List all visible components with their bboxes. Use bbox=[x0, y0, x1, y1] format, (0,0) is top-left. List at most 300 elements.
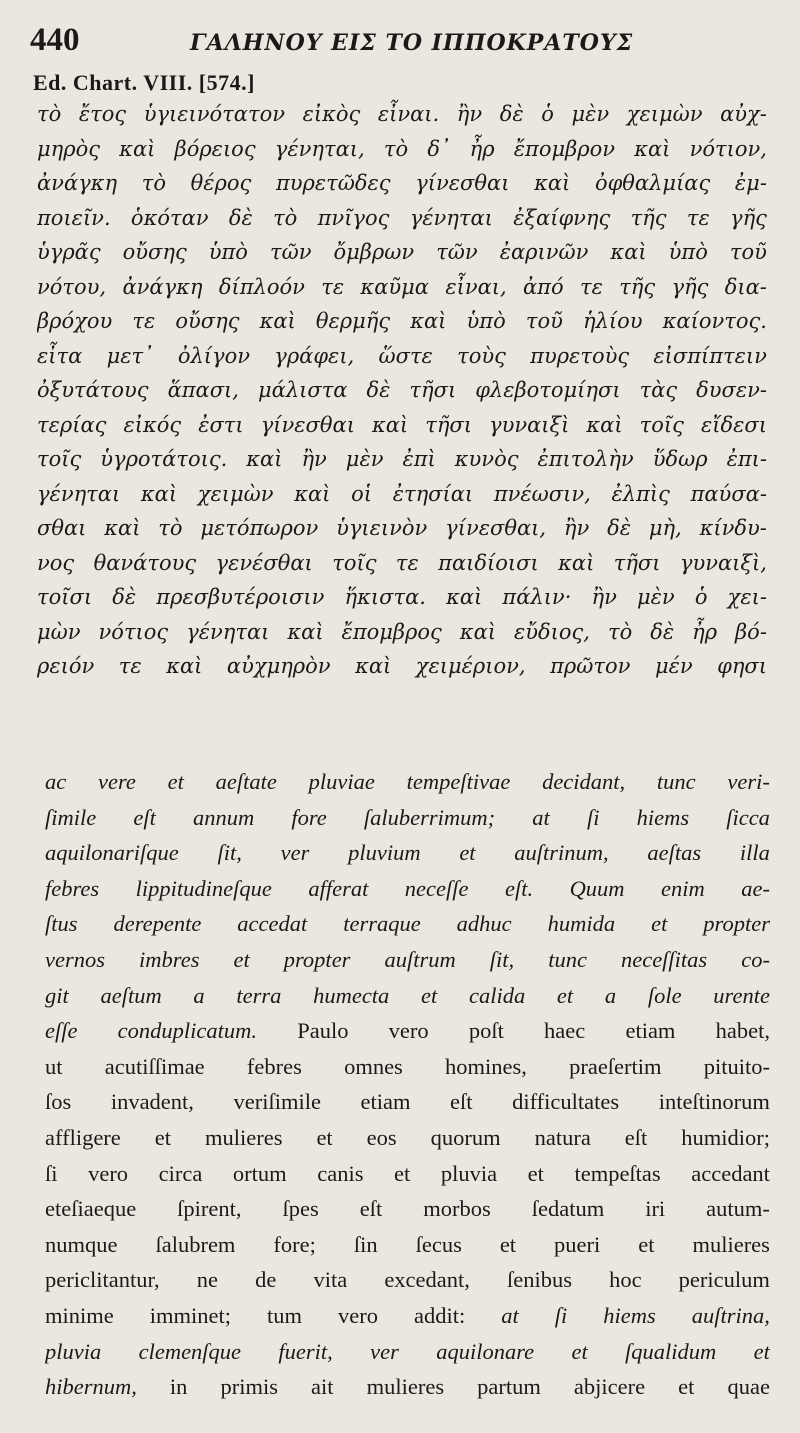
word: τῆς bbox=[630, 205, 667, 230]
word: et bbox=[394, 1160, 411, 1186]
word: ἐτησίαι bbox=[392, 481, 474, 506]
word: βρόχου bbox=[37, 309, 113, 333]
greek-text-line bbox=[37, 132, 767, 167]
greek-text-line bbox=[37, 270, 767, 305]
greek-text-line bbox=[37, 477, 767, 512]
word: δὲ bbox=[112, 585, 137, 609]
word: ἀνάγκη bbox=[122, 274, 203, 299]
word: et bbox=[316, 1124, 333, 1150]
word: addit: bbox=[414, 1302, 466, 1328]
word: ne bbox=[196, 1267, 219, 1293]
word: ſin bbox=[353, 1231, 378, 1257]
word: ἢν bbox=[591, 585, 617, 609]
word: ſtus bbox=[45, 911, 78, 937]
word: καὶ bbox=[534, 171, 571, 195]
word: ὑγροτάτοις. bbox=[100, 447, 228, 471]
word: τοῖς bbox=[639, 412, 684, 437]
word: φησι bbox=[717, 654, 767, 678]
word: terra bbox=[236, 982, 282, 1008]
word: auſtrina, bbox=[691, 1302, 770, 1328]
word: τε bbox=[132, 309, 156, 333]
word: καὶ bbox=[371, 412, 409, 437]
word: καὶ bbox=[610, 240, 647, 264]
word: τοῖς bbox=[37, 447, 82, 471]
word: co- bbox=[741, 946, 770, 972]
word: ſpes bbox=[282, 1196, 319, 1222]
word: ὀξυτάτους bbox=[37, 378, 149, 402]
word: οἱ bbox=[351, 481, 372, 506]
word: γένηται bbox=[409, 205, 493, 230]
word: Quum bbox=[569, 875, 625, 901]
word: at bbox=[532, 804, 550, 830]
word: νότιον, bbox=[689, 136, 767, 161]
word: mulieres bbox=[366, 1374, 445, 1400]
word: ſenibus bbox=[506, 1267, 572, 1293]
word: haec bbox=[544, 1018, 586, 1044]
word: τε bbox=[395, 550, 419, 575]
word: excedant, bbox=[384, 1267, 470, 1293]
word: καὶ bbox=[459, 619, 496, 644]
word: inteſtinorum bbox=[658, 1089, 770, 1115]
latin-text-line bbox=[45, 906, 770, 942]
word: καὶ bbox=[287, 619, 324, 644]
word: κυνὸς bbox=[454, 447, 519, 471]
word: παιδίοισι bbox=[438, 550, 539, 575]
word: lippitudineſque bbox=[135, 875, 272, 901]
word: autum- bbox=[706, 1196, 770, 1222]
word: δια- bbox=[724, 274, 767, 299]
latin-text-line bbox=[45, 1334, 770, 1370]
word: neceſſe bbox=[404, 875, 469, 901]
greek-text-line bbox=[37, 442, 767, 477]
word: omnes bbox=[344, 1053, 403, 1079]
word: τὸ bbox=[141, 171, 166, 195]
word: eſt bbox=[133, 804, 156, 830]
word: τὸ bbox=[383, 136, 409, 161]
word: χειμὼν bbox=[626, 102, 703, 126]
word: πνῖγος bbox=[317, 205, 390, 230]
word: ὕδωρ bbox=[652, 447, 708, 471]
word: propter bbox=[703, 911, 770, 937]
word: natura bbox=[534, 1124, 591, 1150]
word: μηρὸς bbox=[37, 136, 100, 161]
word: pituito- bbox=[703, 1053, 770, 1079]
word: ſos bbox=[45, 1089, 72, 1115]
latin-text-line bbox=[45, 800, 770, 836]
word: clemenſque bbox=[138, 1338, 242, 1364]
word: primis bbox=[220, 1374, 278, 1400]
word: ἦρ bbox=[692, 619, 718, 644]
word: τὰς bbox=[639, 378, 678, 402]
word: tunc bbox=[656, 769, 696, 794]
word: et bbox=[154, 1124, 172, 1150]
word: οὔσης bbox=[122, 240, 187, 264]
word: veri- bbox=[727, 769, 770, 794]
word: fuerit, bbox=[278, 1338, 333, 1364]
word: tunc bbox=[548, 946, 587, 972]
word: et bbox=[571, 1338, 588, 1364]
word: νότιος bbox=[98, 619, 169, 644]
word: pluvia bbox=[45, 1338, 102, 1364]
word: τοῖσι bbox=[37, 585, 93, 609]
word: git bbox=[45, 982, 69, 1008]
latin-text-block bbox=[45, 764, 770, 1405]
latin-text-line bbox=[45, 1013, 770, 1049]
latin-text-line bbox=[45, 1191, 770, 1227]
word: ἐπὶ bbox=[402, 447, 436, 471]
word: ἢν bbox=[563, 516, 590, 540]
word: eſt bbox=[624, 1124, 648, 1150]
word: aeſtate bbox=[215, 769, 277, 794]
word: πνέωσιν, bbox=[493, 481, 591, 506]
word: τοῖς bbox=[332, 550, 377, 575]
word: κίνδυ- bbox=[699, 516, 767, 540]
word: pluviae bbox=[308, 769, 375, 794]
word: δὲ bbox=[607, 516, 632, 540]
edition-reference: Ed. Chart. VIII. [574.] bbox=[33, 70, 255, 95]
word: afferat bbox=[308, 875, 369, 901]
word: ἥκιστα. bbox=[344, 585, 426, 609]
page-number: 440 bbox=[30, 22, 80, 58]
word: vere bbox=[98, 769, 136, 794]
word: χειμὼν bbox=[197, 481, 274, 506]
word: hiems bbox=[636, 804, 690, 830]
word: partum bbox=[477, 1374, 541, 1400]
word: τὸ bbox=[158, 516, 183, 540]
word: γένηται bbox=[186, 619, 270, 644]
greek-text-line bbox=[37, 615, 767, 650]
word: ἐστι bbox=[198, 412, 244, 437]
word: periclitantur, bbox=[45, 1267, 160, 1293]
word: periculum bbox=[678, 1267, 770, 1293]
word: καίοντος. bbox=[662, 309, 767, 333]
word: δυσεν- bbox=[696, 378, 767, 402]
word: ſi bbox=[45, 1160, 58, 1186]
word: δὲ bbox=[228, 205, 253, 230]
word: ae- bbox=[741, 875, 770, 901]
word: et bbox=[421, 982, 438, 1008]
word: τῶν bbox=[269, 240, 312, 264]
greek-text-line bbox=[37, 511, 767, 546]
latin-text-line bbox=[45, 871, 770, 907]
word: canis bbox=[317, 1160, 364, 1186]
word: ὀφθαλμίας bbox=[594, 171, 711, 195]
word: ἡλίου bbox=[583, 309, 643, 333]
word: vero bbox=[88, 1160, 129, 1186]
word: ἅπασι, bbox=[167, 378, 239, 402]
word: καὶ bbox=[246, 447, 283, 471]
word: μάλιστα bbox=[257, 378, 348, 402]
word: et bbox=[459, 840, 476, 866]
word: γίνεσθαι bbox=[415, 171, 510, 195]
word: ἐπιτολὴν bbox=[537, 447, 634, 471]
word: tempeſtivae bbox=[406, 769, 511, 794]
greek-text-line bbox=[37, 97, 767, 132]
greek-text-block bbox=[37, 97, 767, 684]
word: et bbox=[527, 1160, 544, 1186]
word: χειμέριον, bbox=[415, 654, 526, 678]
greek-text-line bbox=[37, 373, 767, 408]
word: eſt bbox=[359, 1196, 383, 1222]
word: πυρετῶδες bbox=[275, 171, 391, 195]
word: μετόπωρον bbox=[200, 516, 319, 540]
word: τὸ bbox=[273, 205, 298, 230]
word: μὲν bbox=[637, 585, 675, 609]
latin-text-line bbox=[45, 764, 770, 800]
word: ὑπὸ bbox=[466, 309, 506, 333]
word: καὶ bbox=[355, 654, 392, 678]
word: δὲ bbox=[499, 102, 524, 126]
word: ὀλίγον bbox=[177, 343, 251, 368]
word: τε bbox=[686, 205, 710, 230]
word: urente bbox=[713, 982, 770, 1008]
word: ver bbox=[370, 1338, 399, 1364]
word: ſpirent, bbox=[177, 1196, 242, 1222]
word: et bbox=[233, 946, 250, 972]
word: annum bbox=[193, 804, 255, 830]
word: γυναιξὶ, bbox=[679, 550, 767, 575]
latin-text-line bbox=[45, 1049, 770, 1085]
word: eſſe bbox=[45, 1018, 78, 1044]
word: ἔπομβρον bbox=[513, 136, 616, 161]
word: γενέσθαι bbox=[215, 550, 313, 575]
latin-text-line bbox=[45, 978, 770, 1014]
word: τοὺς bbox=[457, 343, 506, 368]
word: mulieres bbox=[204, 1124, 283, 1150]
word: praeſertim bbox=[569, 1053, 662, 1079]
latin-text-line bbox=[45, 1369, 770, 1405]
word: ἢν bbox=[301, 447, 327, 471]
word: ὑγρᾶς bbox=[37, 240, 101, 264]
word: terraque bbox=[343, 911, 421, 937]
word: εὔδιος, bbox=[513, 619, 590, 644]
word: θέρος bbox=[190, 171, 252, 195]
word: ſalubrem bbox=[155, 1231, 236, 1257]
word: et bbox=[651, 911, 668, 937]
word: ποιεῖν. bbox=[37, 205, 111, 230]
word: circa bbox=[158, 1160, 203, 1186]
word: eos bbox=[366, 1124, 397, 1150]
word: νος bbox=[37, 550, 75, 575]
word: καὶ bbox=[259, 309, 296, 333]
word: ortum bbox=[232, 1160, 287, 1186]
word: aeſtum bbox=[100, 982, 162, 1008]
word: εἰκός bbox=[123, 412, 182, 437]
latin-text-line bbox=[45, 1227, 770, 1263]
word: καὶ bbox=[119, 136, 156, 161]
word: humecta bbox=[313, 982, 390, 1008]
word: ſqualidum bbox=[625, 1338, 717, 1364]
word: καὶ bbox=[586, 412, 623, 437]
latin-text-line bbox=[45, 1120, 770, 1156]
word: derepente bbox=[113, 911, 202, 937]
word: τὸ bbox=[607, 619, 633, 644]
latin-text-line bbox=[45, 1156, 770, 1192]
word: numque bbox=[45, 1231, 118, 1257]
word: καὶ bbox=[558, 550, 595, 575]
word: φλεβοτομίησι bbox=[475, 378, 621, 402]
word: αὐχ- bbox=[720, 102, 767, 126]
word: aquilonare bbox=[436, 1338, 535, 1364]
word: vernos bbox=[45, 946, 105, 972]
word: εἶτα bbox=[37, 343, 83, 368]
word: humidior; bbox=[681, 1124, 770, 1150]
latin-text-line bbox=[45, 835, 770, 871]
word: δὲ bbox=[366, 378, 391, 402]
latin-text-line bbox=[45, 1262, 770, 1298]
word: γίνεσθαι, bbox=[445, 516, 547, 540]
word: febres bbox=[45, 875, 100, 901]
word: ἐπι- bbox=[726, 447, 767, 471]
latin-text-line bbox=[45, 1298, 770, 1334]
word: θανάτους bbox=[93, 550, 197, 575]
word: ἢν bbox=[456, 102, 483, 126]
word: neceſſitas bbox=[620, 946, 708, 972]
word: humida bbox=[547, 911, 616, 937]
word: conduplicatum. bbox=[117, 1018, 258, 1044]
word: ἀπό bbox=[523, 274, 564, 299]
word: et bbox=[753, 1338, 770, 1364]
word: ſi bbox=[554, 1302, 568, 1328]
word: quae bbox=[727, 1374, 770, 1400]
word: imminet; bbox=[149, 1302, 231, 1328]
word: ὁ bbox=[694, 585, 708, 609]
word: καὶ bbox=[294, 481, 331, 506]
word: adhuc bbox=[456, 911, 512, 937]
word: quorum bbox=[430, 1124, 501, 1150]
word: ἔπομβρος bbox=[341, 619, 442, 644]
word: μετ᾽ bbox=[106, 343, 154, 368]
word: ſit, bbox=[217, 840, 242, 866]
word: πυρετοὺς bbox=[530, 343, 630, 368]
word: pluvia bbox=[440, 1160, 498, 1186]
word: de bbox=[255, 1267, 277, 1293]
word: aeſtas bbox=[647, 840, 702, 866]
word: βόρειος bbox=[174, 136, 256, 161]
word: enim bbox=[661, 875, 705, 901]
word: propter bbox=[283, 946, 351, 972]
word: vero bbox=[338, 1302, 378, 1328]
word: vero bbox=[388, 1018, 429, 1044]
word: ſole bbox=[647, 982, 682, 1008]
word: εἰσπίπτειν bbox=[653, 343, 767, 368]
word: εἶναι. bbox=[377, 102, 440, 126]
word: pluvium bbox=[348, 840, 421, 866]
greek-text-line bbox=[37, 304, 767, 339]
word: ſit, bbox=[489, 946, 515, 972]
word: τε bbox=[579, 274, 603, 299]
word: et bbox=[638, 1231, 655, 1257]
word: ἀνάγκη bbox=[37, 171, 118, 195]
word: etiam bbox=[625, 1018, 676, 1044]
word: γίνεσθαι bbox=[260, 412, 355, 437]
word: accedat bbox=[237, 911, 308, 937]
word: τῆς bbox=[619, 274, 656, 299]
word: calida bbox=[468, 982, 526, 1008]
word: illa bbox=[739, 840, 770, 866]
word: τὸ bbox=[37, 102, 62, 126]
word: poſt bbox=[468, 1018, 504, 1044]
word: etiam bbox=[360, 1089, 411, 1115]
page-header bbox=[30, 22, 770, 70]
greek-text-line bbox=[37, 339, 767, 374]
word: εἶναι, bbox=[445, 274, 507, 299]
greek-text-line bbox=[37, 166, 767, 201]
word: minime bbox=[45, 1302, 114, 1328]
word: tempeſtas bbox=[574, 1160, 661, 1186]
word: εἴδεσι bbox=[700, 412, 767, 437]
word: et bbox=[678, 1374, 695, 1400]
word: tum bbox=[267, 1302, 303, 1328]
word: eſt bbox=[450, 1089, 473, 1115]
word: ὥστε bbox=[378, 343, 433, 368]
word: ſimile bbox=[45, 804, 97, 830]
word: iri bbox=[645, 1196, 666, 1222]
word: μέν bbox=[654, 654, 693, 678]
word: abjicere bbox=[573, 1374, 646, 1400]
word: χει- bbox=[727, 585, 767, 609]
word: et bbox=[499, 1231, 517, 1257]
word: τῆσι bbox=[613, 550, 661, 575]
word: ſi bbox=[586, 804, 600, 830]
word: pueri bbox=[554, 1231, 601, 1257]
word: ac bbox=[45, 769, 67, 794]
word: μὲν bbox=[345, 447, 384, 471]
word: a bbox=[193, 982, 205, 1008]
word: ἦρ bbox=[469, 136, 495, 161]
greek-text-line bbox=[37, 649, 767, 684]
word: πρῶτον bbox=[550, 654, 631, 678]
word: παύσα- bbox=[690, 481, 767, 506]
word: affligere bbox=[45, 1124, 121, 1150]
word: accedant bbox=[691, 1160, 770, 1186]
word: μὼν bbox=[37, 619, 81, 644]
word: καῦμα bbox=[360, 274, 429, 299]
word: ut bbox=[45, 1053, 63, 1079]
word: ὑπὸ bbox=[208, 240, 248, 264]
word: γένηται bbox=[37, 481, 121, 506]
word: ver bbox=[280, 840, 310, 866]
word: hiems bbox=[603, 1302, 656, 1328]
word: γράφει, bbox=[274, 343, 355, 368]
word: τοῦ bbox=[729, 240, 767, 264]
word: et bbox=[556, 982, 574, 1008]
word: ὄμβρων bbox=[333, 240, 415, 264]
word: καὶ bbox=[446, 585, 483, 609]
word: ρειόν bbox=[37, 654, 95, 678]
word: aquilonariſque bbox=[45, 840, 179, 866]
word: imbres bbox=[139, 946, 200, 972]
word: δὲ bbox=[650, 619, 675, 644]
word: αὐχμηρὸν bbox=[226, 654, 331, 678]
word: τοῦ bbox=[525, 309, 563, 333]
word: habet, bbox=[715, 1018, 770, 1044]
word: decidant, bbox=[542, 769, 626, 794]
word: in bbox=[169, 1374, 188, 1400]
word: ὑγιεινὸν bbox=[336, 516, 428, 540]
word: ἐαρινῶν bbox=[499, 240, 589, 264]
greek-text-line bbox=[37, 546, 767, 581]
word: τερίας bbox=[37, 412, 107, 437]
word: mulieres bbox=[692, 1231, 770, 1257]
running-title: ΓΑΛΗΝΟΥ ΕΙΣ ΤΟ ΙΠΠΟΚΡΑΤΟΥΣ bbox=[190, 30, 634, 56]
word: γένηται, bbox=[274, 136, 365, 161]
word: ὁ bbox=[541, 102, 554, 126]
word: Paulo bbox=[297, 1018, 349, 1044]
word: hibernum, bbox=[45, 1374, 137, 1400]
word: ſecus bbox=[415, 1231, 462, 1257]
word: γῆς bbox=[730, 205, 767, 230]
